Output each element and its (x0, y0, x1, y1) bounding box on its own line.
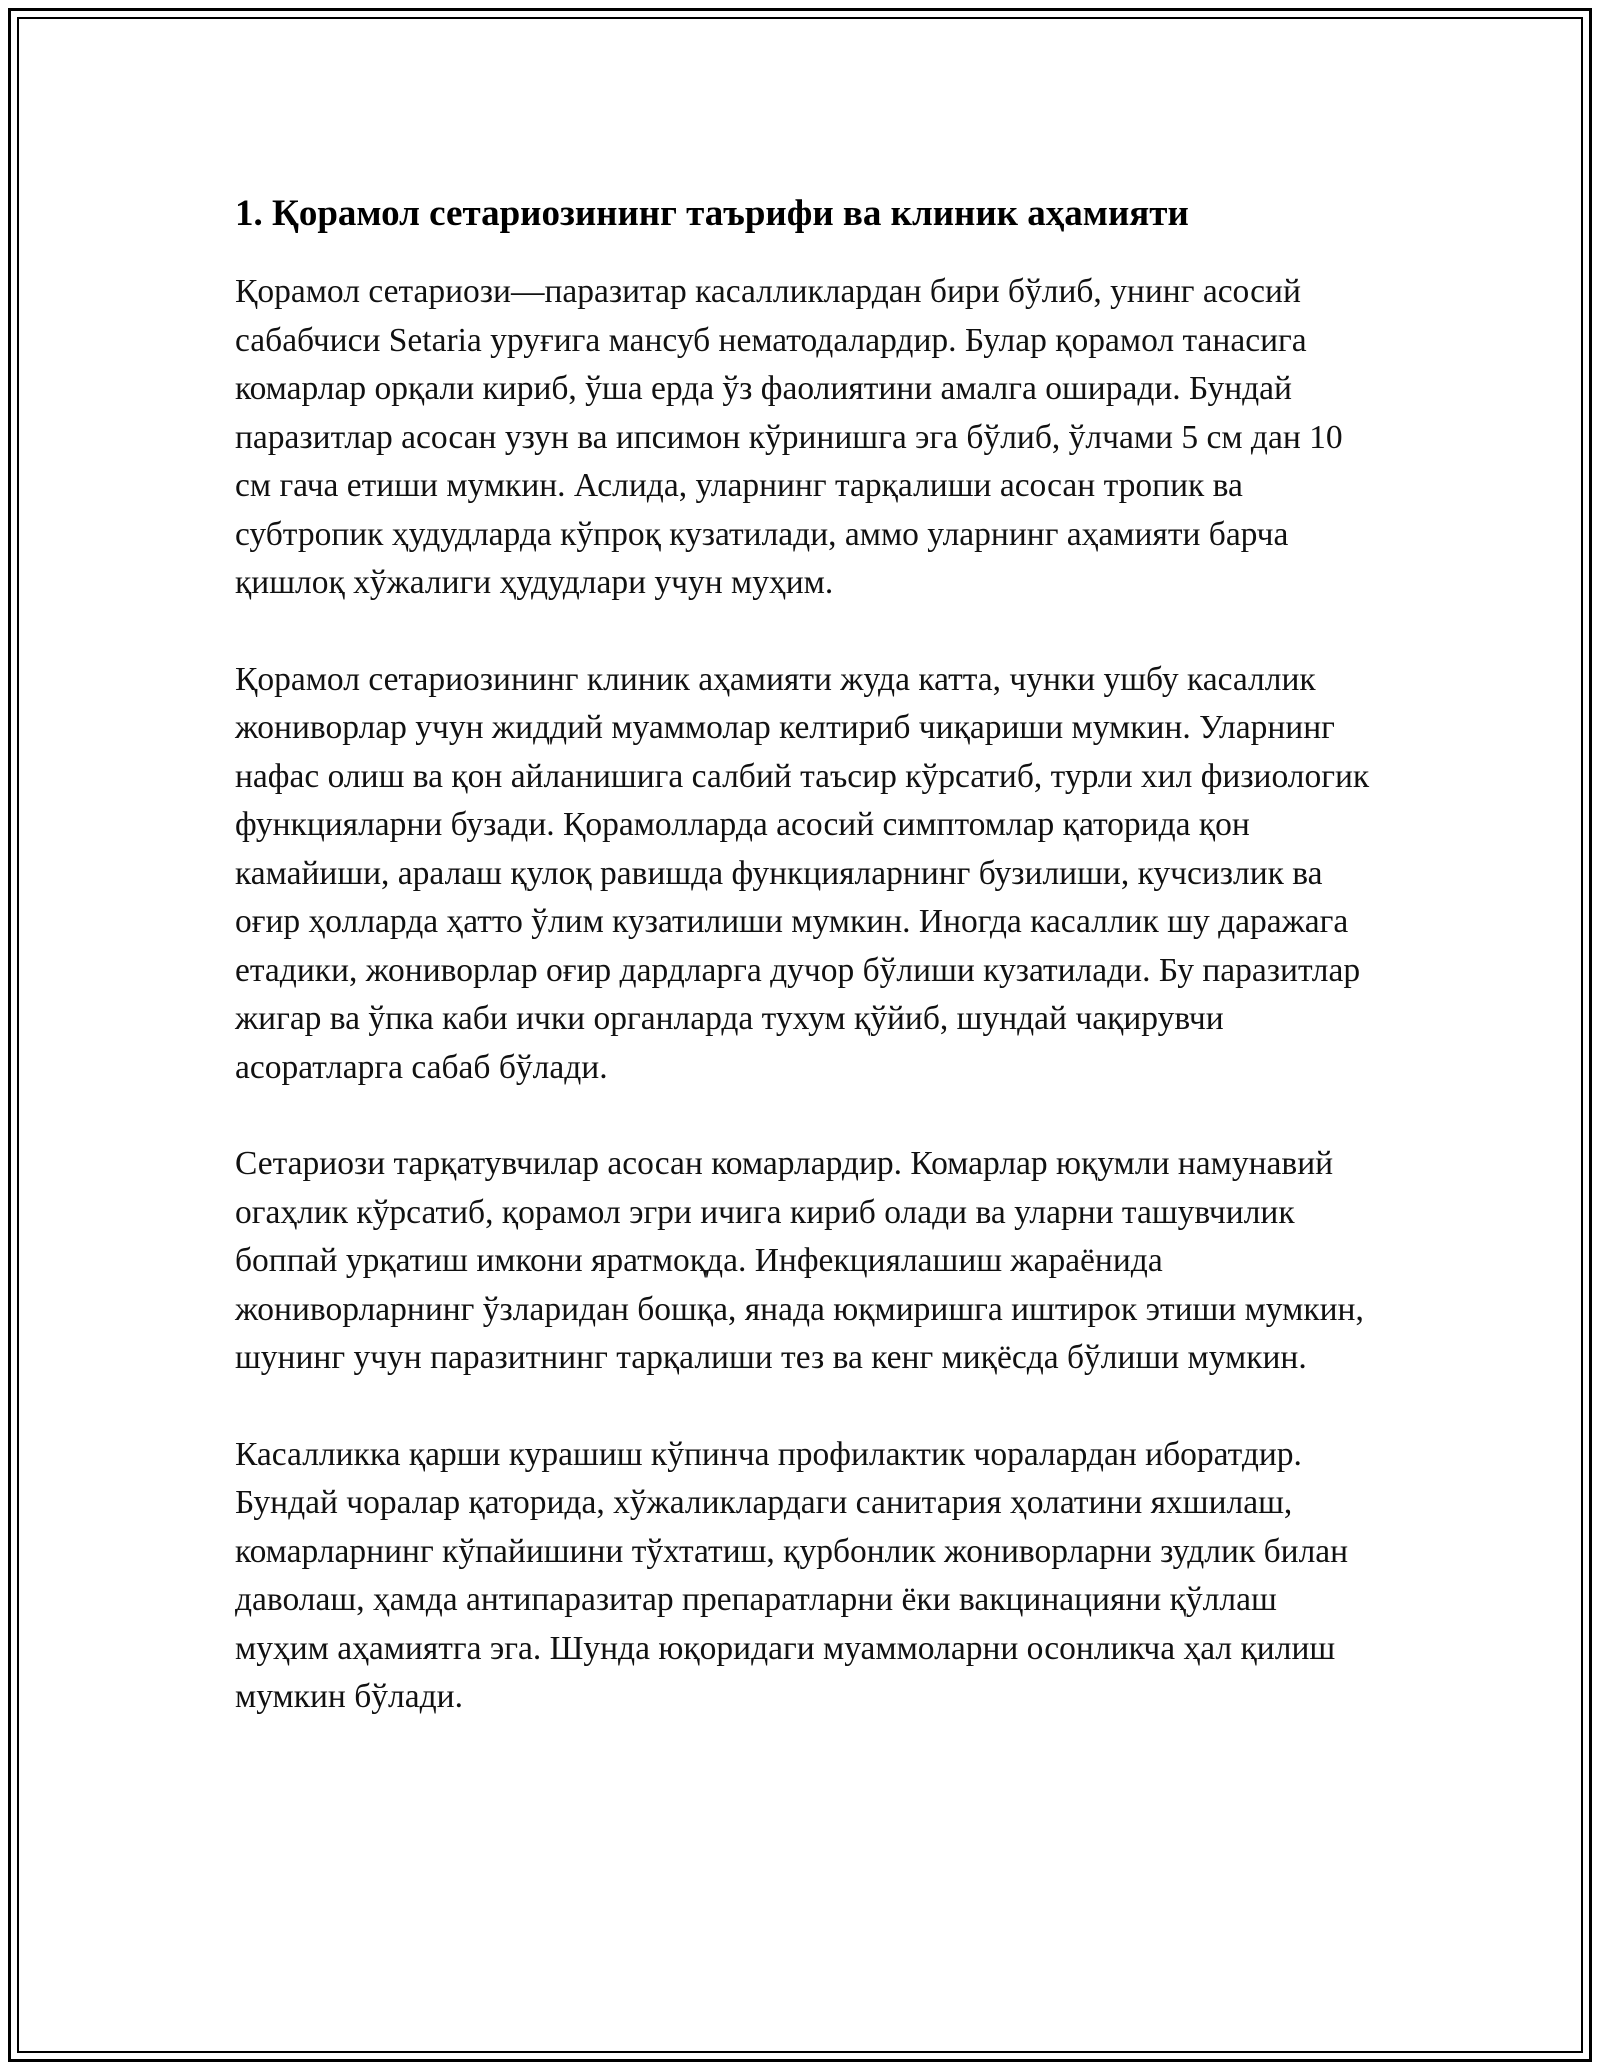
document-body (235, 190, 1375, 1770)
section-heading: 1. Қорамол сетариозининг таърифи ва клиник аҳамияти (235, 193, 1189, 234)
paragraph-transmission: Сетариози тарқатувчилар асосан комарлардир. Комарлар юқумли намунавий огаҳлик кўрсатиб, қорамол эгри ичига кириб олади ва уларни ташувчилик боппай урқатиш имкони яратмоқда. Инфекциялашиш жараёнида жониворларнинг ўзларидан бошқа, янада юқмиришга иштирок этиши мумкин, шунинг учун паразитнинг тарқалиши тез ва кенг миқёсда бўлиши мумкин. (235, 1145, 1364, 1376)
paragraph-prevention: Касалликка қарши курашиш кўпинча профилактик чоралардан иборатдир. Бундай чоралар қаторида, хўжаликлардаги санитария ҳолатини яхшилаш, комарларнинг кўпайишини тўхтатиш, қурбонлик жониворларни зудлик билан даволаш, ҳамда антипаразитар препаратларни ёки вакцинацияни қўллаш муҳим аҳамиятга эга. Шунда юқоридаги муаммоларни осонликча ҳал қилиш мумкин бўлади. (235, 1435, 1349, 1715)
paragraph-definition: Қорамол сетариози—паразитар касалликлардан бири бўлиб, унинг асосий сабабчиси Setaria уруғига мансуб нематодалардир. Булар қорамол танасига комарлар орқали кириб, ўша ерда ўз фаолиятини амалга оширади. Бундай паразитлар асосан узун ва ипсимон кўринишга эга бўлиб, ўлчами 5 см дан 10 см гача етиши мумкин. Аслида, уларнинг тарқалиши асосан тропик ва субтропик ҳудудларда кўпроқ кузатилади, аммо уларнинг аҳамияти барча қишлоқ хўжалиги ҳудудлари учун муҳим. (235, 273, 1343, 601)
paragraph-clinical-significance: Қорамол сетариозининг клиник аҳамияти жуда катта, чунки ушбу касаллик жониворлар учун жиддий муаммолар келтириб чиқариши мумкин. Уларнинг нафас олиш ва қон айланишига салбий таъсир кўрсатиб, турли хил физиологик функцияларни бузади. Қорамолларда асосий симптомлар қаторида қон камайиши, аралаш қулоқ равишда функцияларнинг бузилиши, кучсизлик ва оғир ҳолларда ҳатто ўлим кузатилиши мумкин. Иногда касаллик шу даражага етадики, жониворлар оғир дардларга дучор бўлиши кузатилади. Бу паразитлар жигар ва ўпка каби ички органларда тухум қўйиб, шундай чақирувчи асоратларга сабаб бўлади. (235, 660, 1370, 1086)
